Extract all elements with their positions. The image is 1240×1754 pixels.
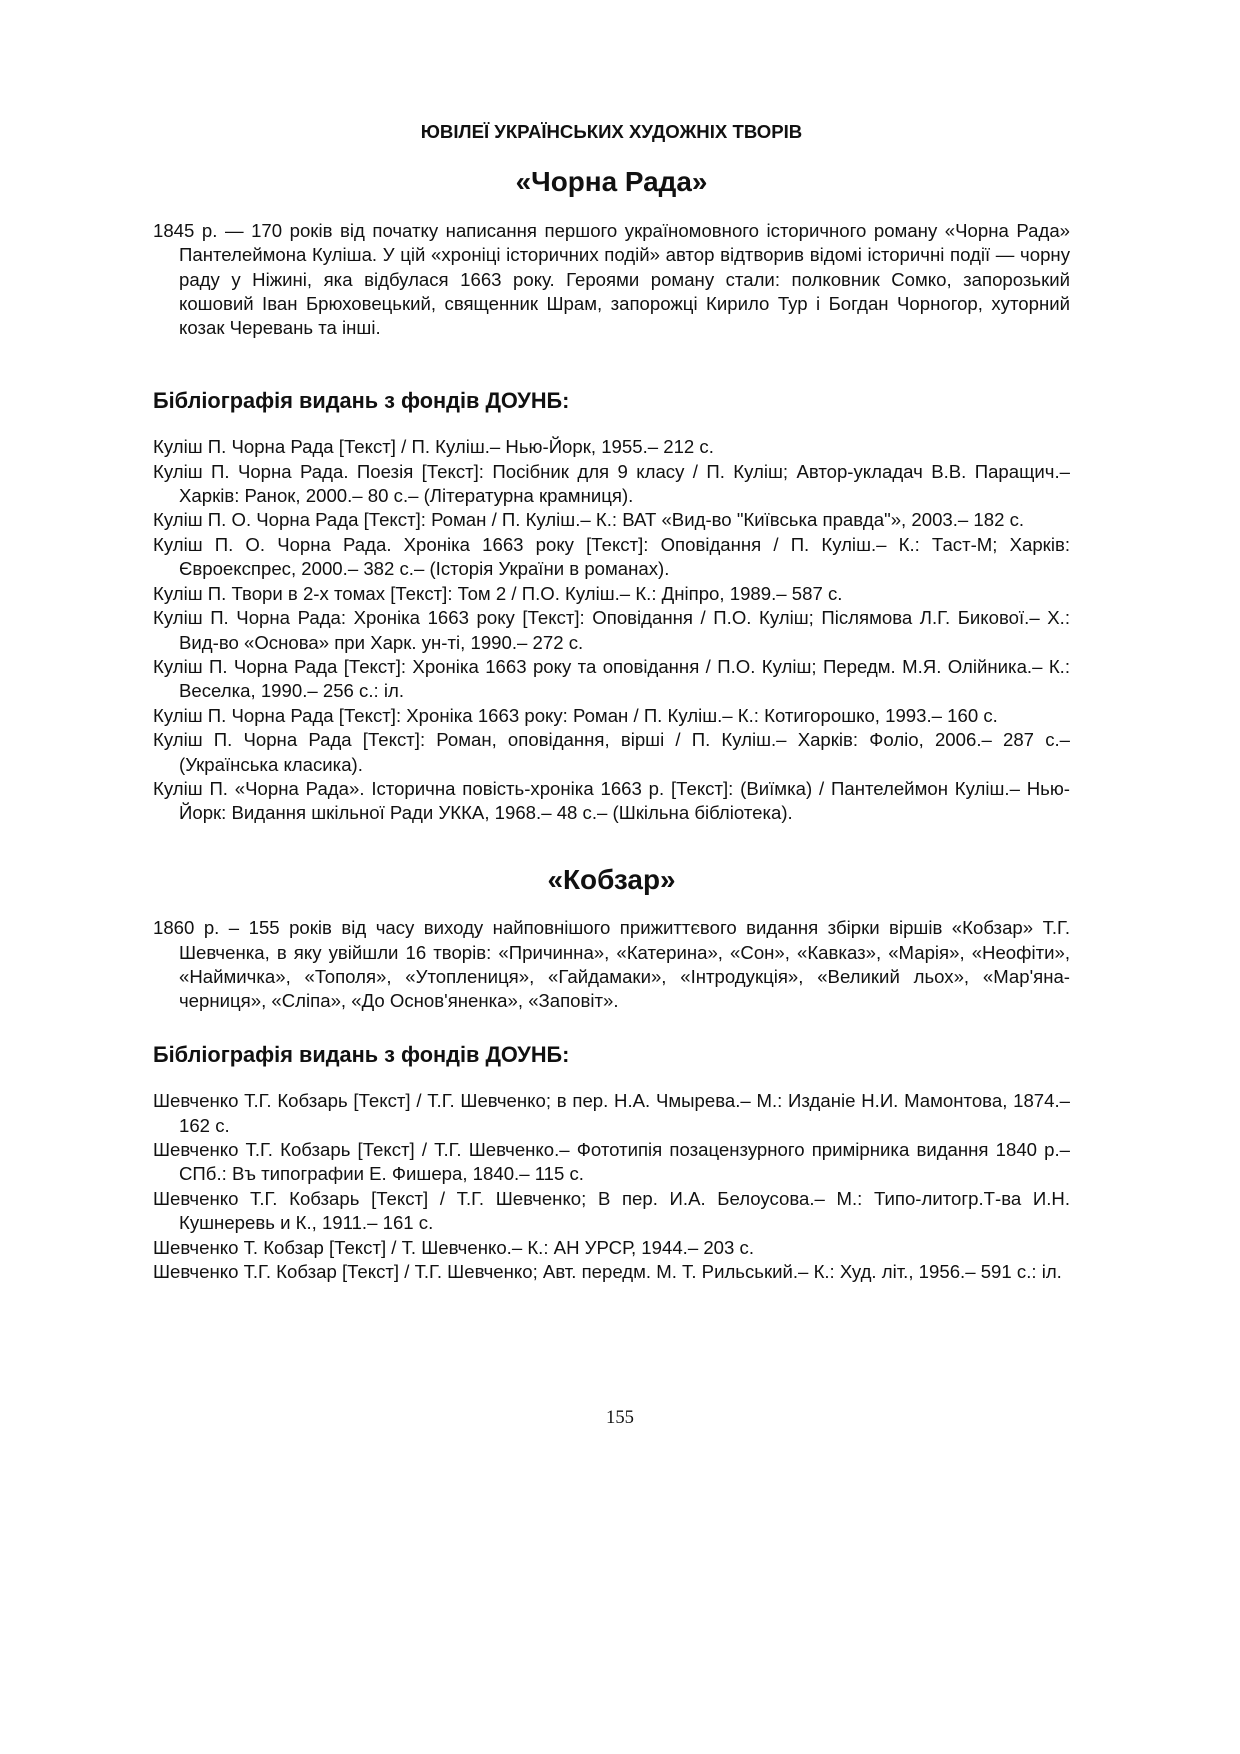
- bibliography-list: [153, 435, 1070, 826]
- bibliography-entry: Шевченко Т.Г. Кобзар [Текст] / Т.Г. Шевченко; Авт. передм. М. Т. Рильський.– К.: Худ. літ., 1956.– 591 с.: іл.: [153, 1261, 1062, 1283]
- bibliography-heading: Бібліографія видань з фондів ДОУНБ:: [153, 1041, 570, 1067]
- bibliography-entry: Куліш П. О. Чорна Рада [Текст]: Роман / П. Куліш.– К.: ВАТ «Вид-во "Київська правда"», 2003.– 182 с.: [153, 509, 1025, 531]
- section-chorna-rada: [153, 166, 1070, 825]
- section-title: «Кобзар»: [547, 863, 676, 895]
- bibliography-entry: Шевченко Т.Г. Кобзарь [Текст] / Т.Г. Шевченко; в пер. Н.А. Чмырева.– М.: Изданіе Н.И. Мамонтова, 1874.– 162 с.: [153, 1090, 1070, 1136]
- spacer: [153, 1014, 1070, 1043]
- bibliography-entry: Шевченко Т.Г. Кобзарь [Текст] / Т.Г. Шевченко; В пер. И.А. Белоусова.– М.: Типо-литогр.Т-ва И.Н. Кушнеревь и К., 1911.– 161 с.: [153, 1187, 1070, 1234]
- page-title: ЮВІЛЕЇ УКРАЇНСЬКИХ ХУДОЖНІХ ТВОРІВ: [420, 121, 803, 142]
- bibliography-entry: Шевченко Т. Кобзар [Текст] / Т. Шевченко.– К.: АН УРСР, 1944.– 203 с.: [153, 1236, 754, 1258]
- bibliography-entry: Куліш П. Чорна Рада. Поезія [Текст]: Посібник для 9 класу / П. Куліш; Автор-укладач В.В. Паращич.– Харків: Ранок, 2000.– 80 с.– (Літературна крамниця).: [153, 460, 1070, 507]
- section-intro: 1845 р. — 170 років від початку написання першого україномовного історичного роману «Чорна Рада» Пантелеймона Куліша. У цій «хроніці історичних подій» автор відтворив відомі історичні події — чорну раду у Ніжині, яка відбулася 1663 року. Героями роману стали: полковник Сомко, запорозький кошовий Іван Брюховецький, священник Шрам, запорожці Кирило Тур і Богдан Чорногор, хуторний козак Черевань та інші.: [153, 219, 1070, 339]
- bibliography-entry: Шевченко Т.Г. Кобзарь [Текст] / Т.Г. Шевченко.– Фототипія позацензурного примірника видання 1840 р.– СПб.: Въ типографии Е. Фишера, 1840.– 115 с.: [153, 1139, 1070, 1185]
- bibliography-entry: Куліш П. «Чорна Рада». Історична повість-хроніка 1663 р. [Текст]: (Виїмка) / Пантелеймон Куліш.– Нью-Йорк: Видання шкільної Ради УККА, 1968.– 48 с.– (Шкільна бібліотека).: [153, 777, 1070, 824]
- bibliography-entry: Куліш П. Чорна Рада [Текст]: Хроніка 1663 року та оповідання / П.О. Куліш; Передм. М.Я. Олійника.– К.: Веселка, 1990.– 256 с.: іл.: [153, 655, 1070, 702]
- page-number: 155: [606, 1407, 634, 1428]
- section-title: «Чорна Рада»: [515, 166, 708, 198]
- spacer: [153, 826, 1070, 868]
- bibliography-entry: Куліш П. Чорна Рада: Хроніка 1663 року [Текст]: Оповідання / П.О. Куліш; Післямова Л.Г. Бикової.– Х.: Вид-во «Основа» при Харк. ун-ті, 1990.– 272 с.: [153, 607, 1070, 653]
- section-kobzar: [153, 863, 1070, 1285]
- bibliography-heading: Бібліографія видань з фондів ДОУНБ:: [153, 387, 570, 413]
- bibliography-entry: Куліш П. Чорна Рада [Текст]: Роман, оповідання, вірші / П. Куліш.– Харків: Фоліо, 2006.– 287 с.– (Українська класика).: [153, 729, 1070, 775]
- bibliography-list: [153, 1089, 1070, 1284]
- bibliography-entry: Куліш П. Чорна Рада [Текст]: Хроніка 1663 року: Роман / П. Куліш.– К.: Котигорошко, 1993.– 160 с.: [153, 704, 998, 726]
- spacer: [153, 341, 1070, 389]
- bibliography-entry: Куліш П. Чорна Рада [Текст] / П. Куліш.– Нью-Йорк, 1955.– 212 с.: [153, 436, 714, 458]
- bibliography-entry: Куліш П. Твори в 2-х томах [Текст]: Том 2 / П.О. Куліш.– К.: Дніпро, 1989.– 587 с.: [153, 582, 843, 604]
- page-content: [153, 120, 1070, 1284]
- bibliography-entry: Куліш П. О. Чорна Рада. Хроніка 1663 року [Текст]: Оповідання / П. Куліш.– К.: Таст-М; Харків: Євроекспрес, 2000.– 382 с.– (Історія України в романах).: [153, 533, 1070, 580]
- section-intro: 1860 р. – 155 років від часу виходу найповнішого прижиттєвого видання збірки віршів «Кобзар» Т.Г. Шевченка, в яку увійшли 16 творів: «Причинна», «Катерина», «Сон», «Кавказ», «Марія», «Неофіти», «Наймичка», «Тополя», «Утоплениця», «Гайдамаки», «Інтродукція», «Великий льох», «Мар'яна-черниця», «Сліпа», «До Основ'яненка», «Заповіт».: [153, 917, 1070, 1012]
